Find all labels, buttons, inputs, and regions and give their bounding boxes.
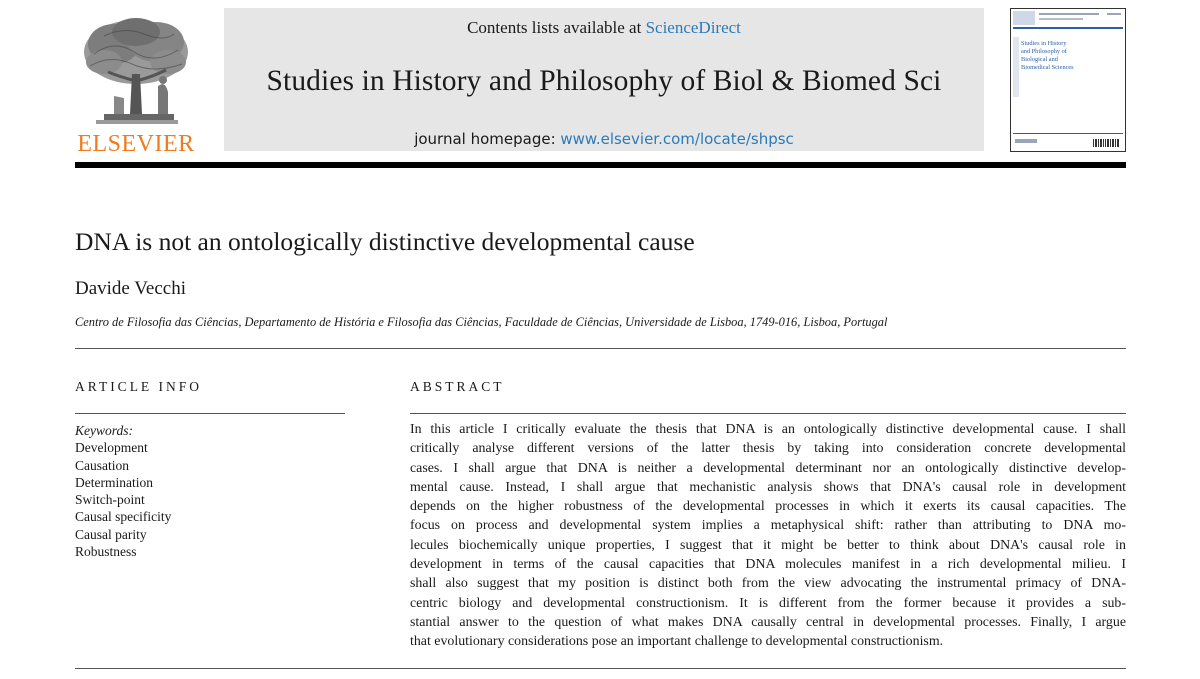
keywords-block	[75, 422, 345, 560]
abstract-line: In this article I critically evaluate the thesis that DNA is an ontologically distinctive developmental cause. I shall	[410, 422, 1126, 437]
abstract-line: centric biology and developmental constructionism. It is different from the former because it provides a sub-	[410, 595, 1126, 611]
keyword-item: Causation	[75, 457, 129, 473]
svg-text:Studies in History: Studies in History	[1021, 40, 1067, 47]
sciencedirect-link[interactable]: ScienceDirect	[645, 18, 741, 37]
abstract-line: stantial answer to the question of what makes DNA causally central in developmental processes. Finally, I argue	[410, 614, 1126, 630]
abstract-line: shall also suggest that my position is distinct both from the view advocating the instrumental primacy of DNA-	[410, 576, 1126, 592]
journal-title: Studies in History and Philosophy of Biol & Biomed Sci	[266, 65, 942, 97]
elsevier-logo	[74, 14, 198, 157]
abstract-line: lecules biochemically unique properties, I suggest that it might be better to think about DNA's causal role in	[410, 537, 1126, 553]
abstract-body	[410, 420, 1126, 652]
abstract-line: that evolutionary considerations pose an important challenge to developmental constructionism.	[410, 634, 944, 650]
tree-emblem-icon	[74, 14, 198, 130]
keywords-list	[75, 439, 345, 560]
abstract-heading: ABSTRACT	[410, 379, 505, 394]
abstract-line: cases. I shall argue that DNA is neither a developmental determinant nor an ontologically distinctive develop-	[410, 460, 1126, 476]
contents-availability-line	[224, 18, 984, 38]
article-title: DNA is not an ontologically distinctive developmental cause	[75, 227, 695, 256]
elsevier-wordmark: ELSEVIER	[77, 131, 195, 157]
abstract-line: mental cause. Instead, I shall argue that mechanistic analysis shows that DNA's causal role in development	[410, 479, 1126, 495]
abstract-divider	[410, 413, 1126, 414]
author-affiliation: Centro de Filosofia das Ciências, Departamento de História e Filosofia das Ciências, Faculdade de Ciências, Universidade de Lisboa, 1749-016, Lisboa, Portugal	[75, 315, 888, 329]
keyword-item: Determination	[75, 474, 153, 490]
abstract-line: critically analyse different versions of the latter thesis by taking into consideration concrete developmental	[410, 441, 1126, 457]
abstract-line: depends on the higher robustness of the developmental processes in which it exerts its causal capacities. The	[410, 499, 1126, 515]
svg-text:Biological and: Biological and	[1021, 56, 1058, 63]
svg-text:Biomedical Sciences: Biomedical Sciences	[1021, 64, 1074, 71]
header-divider	[75, 162, 1126, 168]
article-info-heading: ARTICLE INFO	[75, 379, 203, 394]
keyword-item: Development	[75, 440, 148, 456]
journal-cover-thumbnail	[1010, 8, 1126, 152]
contents-prefix: Contents lists available at	[467, 18, 646, 37]
author-name[interactable]: Davide Vecchi	[75, 278, 186, 299]
abstract-line: development in terms of the causal capacities that DNA molecules manifest in a rich developmental milieu. I	[410, 557, 1126, 573]
svg-text:and Philosophy of: and Philosophy of	[1021, 48, 1067, 55]
journal-header-banner	[224, 8, 984, 151]
keyword-item: Causal parity	[75, 526, 147, 542]
journal-homepage-line	[224, 130, 984, 148]
homepage-prefix: journal homepage:	[414, 130, 561, 148]
bottom-divider	[75, 668, 1126, 669]
journal-homepage-link[interactable]: www.elsevier.com/locate/shpsc	[560, 130, 794, 148]
abstract-line: focus on process and developmental system implies a metaphysical shift: rather than attributing to DNA mo-	[410, 518, 1126, 534]
section-divider	[75, 348, 1126, 349]
keyword-item: Switch-point	[75, 492, 145, 508]
journal-cover-art	[1011, 9, 1125, 151]
article-info-divider	[75, 413, 345, 414]
keyword-item: Robustness	[75, 544, 137, 560]
keywords-label: Keywords:	[75, 423, 133, 438]
keyword-item: Causal specificity	[75, 509, 172, 525]
